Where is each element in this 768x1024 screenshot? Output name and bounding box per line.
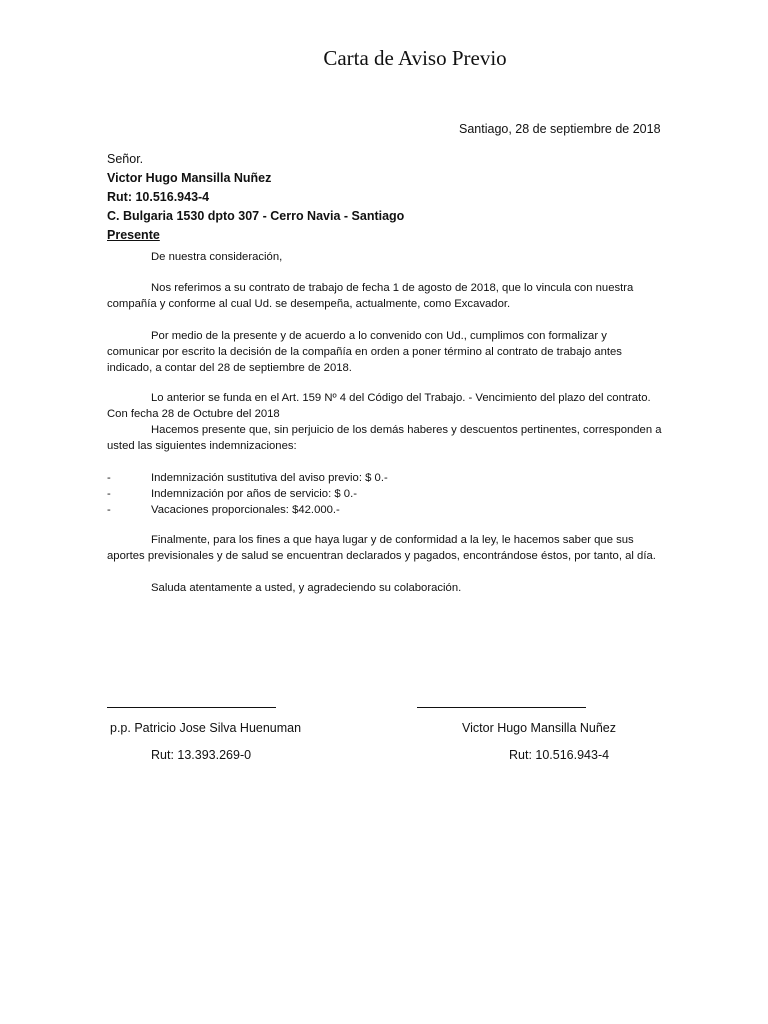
indemnity-text: Indemnización sustitutiva del aviso previo: $ 0.- bbox=[151, 472, 388, 484]
farewell: Saluda atentamente a usted, y agradeciendo su colaboración. bbox=[151, 582, 462, 594]
bullet-dash: - bbox=[107, 488, 111, 500]
recipient-rut: Rut: 10.516.943-4 bbox=[107, 190, 210, 204]
signature-line-left bbox=[107, 707, 276, 708]
recipient-name: Victor Hugo Mansilla Nuñez bbox=[107, 171, 272, 185]
signature-line-right bbox=[417, 707, 586, 708]
bullet-dash: - bbox=[107, 472, 111, 484]
page-title: Carta de Aviso Previo bbox=[323, 46, 507, 70]
list-item bbox=[107, 502, 662, 518]
indemnity-list bbox=[107, 470, 662, 518]
recipient-block bbox=[107, 150, 404, 245]
greeting: De nuestra consideración, bbox=[151, 251, 283, 263]
list-item bbox=[107, 470, 662, 486]
bullet-dash: - bbox=[107, 504, 111, 516]
indemnity-text: Indemnización por años de servicio: $ 0.- bbox=[151, 488, 357, 500]
list-item bbox=[107, 486, 662, 502]
paragraph-indemnities-intro: Hacemos presente que, sin perjuicio de los demás haberes y descuentos pertinentes, corresponden a usted las siguientes indemnizaciones: bbox=[107, 424, 662, 452]
paragraph-contract: Nos referimos a su contrato de trabajo de fecha 1 de agosto de 2018, que lo vincula con nuestra compañía y conforme al cual Ud. se desempeña, actualmente, como Excavador. bbox=[107, 282, 634, 310]
signature-right-name: Victor Hugo Mansilla Nuñez bbox=[462, 721, 617, 735]
indemnity-text: Vacaciones proporcionales: $42.000.- bbox=[151, 504, 340, 516]
signature-right-rut: Rut: 10.516.943-4 bbox=[509, 748, 610, 762]
paragraph-termination: Por medio de la presente y de acuerdo a lo convenido con Ud., cumplimos con formalizar y comunicar por escrito la decisión de la compañía en orden a poner término al contrato de trabajo antes indicado, a contar del 28 de septiembre de 2018. bbox=[107, 330, 622, 374]
date-line: Santiago, 28 de septiembre de 2018 bbox=[459, 122, 661, 136]
signature-left-rut: Rut: 13.393.269-0 bbox=[151, 748, 252, 762]
recipient-salutation: Señor. bbox=[107, 152, 144, 166]
paragraph-closing: Finalmente, para los fines a que haya lugar y de conformidad a la ley, le hacemos saber que sus aportes previsionales y de salud se encuentran declarados y pagados, encontrándose éstos, por tanto, al día. bbox=[107, 534, 656, 562]
signature-left-name: p.p. Patricio Jose Silva Huenuman bbox=[110, 721, 302, 735]
recipient-presente: Presente bbox=[107, 228, 160, 242]
recipient-address: C. Bulgaria 1530 dpto 307 - Cerro Navia - Santiago bbox=[107, 209, 405, 223]
paragraph-legal-basis: Lo anterior se funda en el Art. 159 Nº 4 del Código del Trabajo. - Vencimiento del plazo del contrato. Con fecha 28 de Octubre del 2018 bbox=[107, 392, 651, 420]
